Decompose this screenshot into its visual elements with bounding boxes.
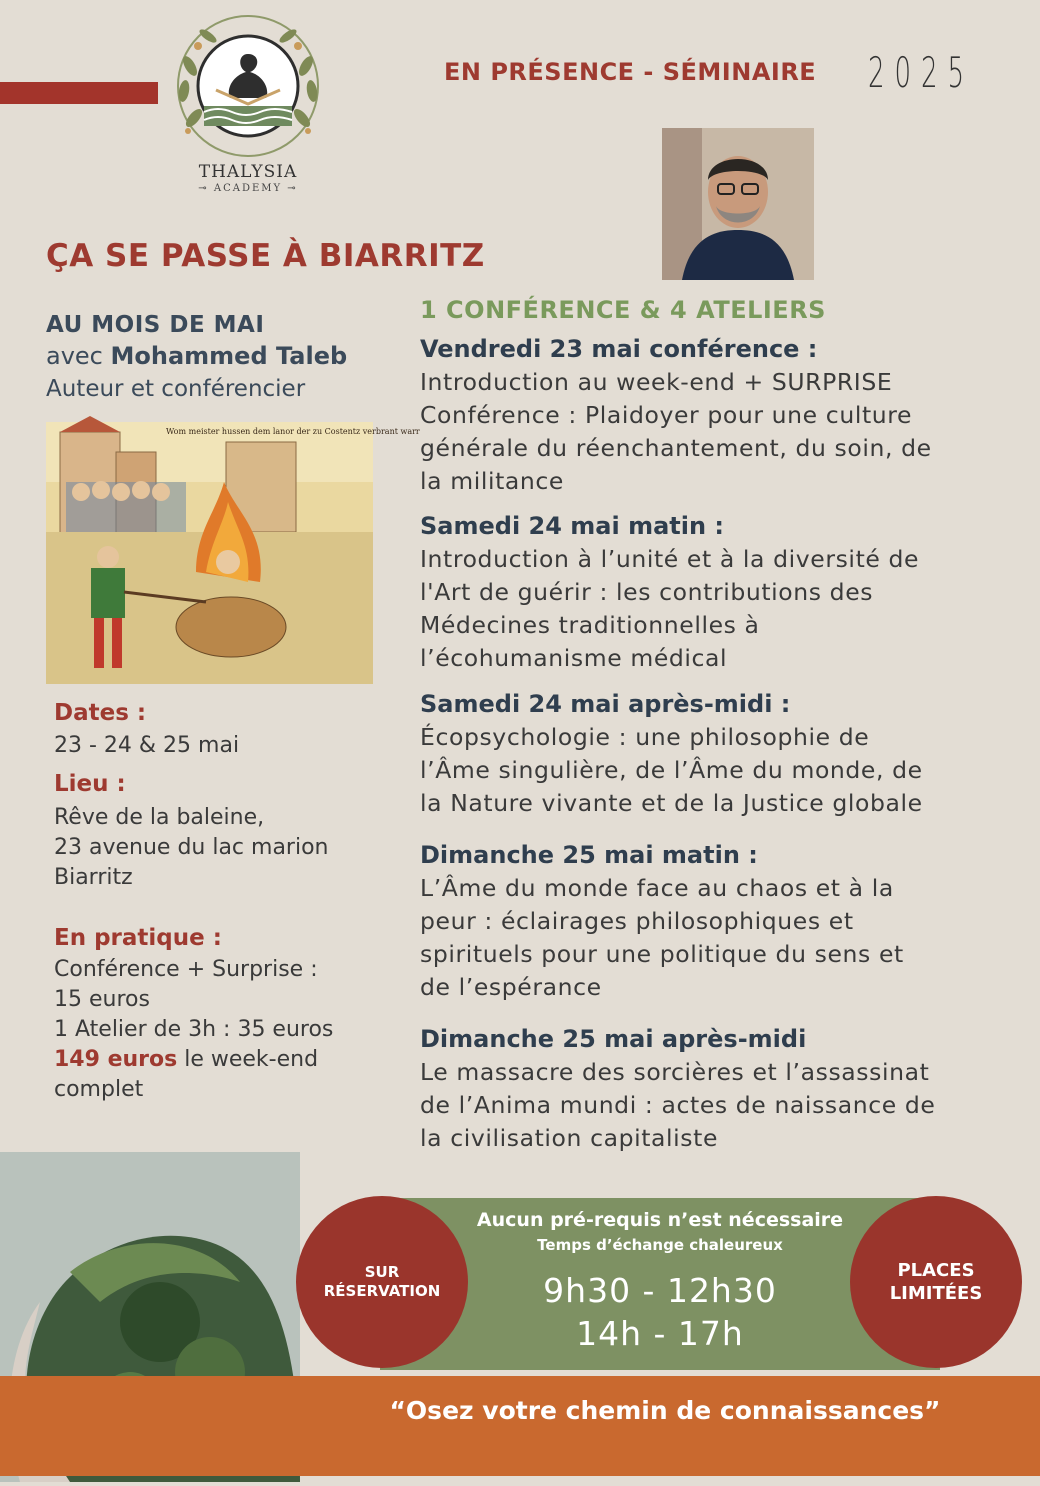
session-line: peur : éclairages philosophiques et: [420, 907, 854, 935]
banner-time-morning: 9h30 - 12h30: [543, 1271, 777, 1310]
session-title: Vendredi 23 mai conférence :: [420, 335, 818, 363]
lieu-label: Lieu :: [54, 771, 126, 797]
session-title: Dimanche 25 mai après-midi: [420, 1025, 807, 1053]
reservation-badge: [296, 1196, 468, 1368]
session-line: de l’Anima mundi : actes de naissance de: [420, 1091, 936, 1119]
session-line: l’écohumanisme médical: [420, 644, 728, 672]
pratique-line: [54, 1045, 384, 1075]
header-accent-bar: [0, 82, 158, 104]
pratique-value: [54, 955, 384, 1105]
session-line: Écopsychologie : une philosophie de: [420, 723, 870, 751]
motto-band: [0, 1376, 1040, 1476]
session-line: Introduction au week-end + SURPRISE: [420, 368, 893, 396]
session-line: de l’espérance: [420, 973, 602, 1001]
session-line: l’Âme singulière, de l’Âme du monde, de: [420, 756, 923, 784]
pratique-line: 1 Atelier de 3h : 35 euros: [54, 1017, 334, 1042]
limited-places-line: PLACES: [897, 1260, 975, 1281]
session-line: la civilisation capitaliste: [420, 1124, 719, 1152]
pratique-label: En pratique :: [54, 925, 222, 951]
banner-prerequisite: Aucun pré-requis n’est nécessaire: [476, 1209, 844, 1231]
event-type: EN PRÉSENCE - SÉMINAIRE: [444, 58, 817, 86]
event-year: 2025: [868, 48, 974, 97]
session-block: [420, 688, 1020, 820]
session-line: générale du réenchantement, du soin, de: [420, 434, 932, 462]
speaker-photo: [662, 128, 814, 280]
session-line: l'Art de guérir : les contributions des: [420, 578, 874, 606]
session-block: [420, 839, 1020, 1004]
lieu-line: 23 avenue du lac marion: [54, 835, 329, 860]
session-block: [420, 333, 1020, 498]
session-title: Samedi 24 mai après-midi :: [420, 690, 791, 718]
session-title: Samedi 24 mai matin :: [420, 512, 725, 540]
pratique-line: 15 euros: [54, 987, 150, 1012]
dates-value: 23 - 24 & 25 mai: [54, 733, 240, 758]
painting-caption: Wom meister hussen dem lanor der zu Costentz verbrant warr: [166, 427, 420, 436]
session-line: Introduction à l’unité et à la diversité de: [420, 545, 920, 573]
program-heading: 1 CONFÉRENCE & 4 ATELIERS: [420, 296, 826, 324]
lieu-line: Biarritz: [54, 865, 133, 890]
swan-wreath-icon: [168, 6, 328, 166]
logo-sub-text: ACADEMY: [213, 183, 283, 194]
event-month: AU MOIS DE MAI: [46, 312, 265, 338]
lieu-line: Rêve de la baleine,: [54, 805, 265, 830]
session-line: spirituels pour une politique du sens et: [420, 940, 904, 968]
speaker-line: [46, 342, 347, 370]
speaker-name: Mohammed Taleb: [110, 342, 348, 370]
with-word: avec: [46, 342, 103, 370]
weekend-price: 149 euros: [54, 1047, 178, 1072]
session-block: [420, 510, 1020, 675]
banner-time-afternoon: 14h - 17h: [576, 1314, 744, 1353]
pratique-line: complet: [54, 1077, 144, 1102]
session-line: Le massacre des sorcières et l’assassinat: [420, 1058, 930, 1086]
pratique-line: Conférence + Surprise :: [54, 957, 318, 982]
limited-places-badge: [850, 1196, 1022, 1368]
session-line: Conférence : Plaidoyer pour une culture: [420, 401, 913, 429]
weekend-price-suffix: le week-end: [177, 1047, 319, 1072]
session-line: la militance: [420, 467, 564, 495]
session-block: [420, 1023, 1020, 1155]
lieu-value: [54, 803, 329, 893]
dates-label: Dates :: [54, 700, 147, 726]
logo-brand-name: THALYSIA: [198, 162, 298, 182]
session-line: Médecines traditionnelles à: [420, 611, 760, 639]
location-heading: ÇA SE PASSE À BIARRITZ: [46, 238, 485, 274]
reservation-badge-line: RÉSERVATION: [323, 1282, 441, 1300]
medieval-painting: [46, 422, 420, 684]
session-title: Dimanche 25 mai matin :: [420, 841, 758, 869]
session-line: L’Âme du monde face au chaos et à la: [420, 874, 894, 902]
speaker-role: Auteur et conférencier: [46, 376, 306, 402]
reservation-badge-line: SUR: [364, 1263, 400, 1281]
banner-exchange: Temps d’échange chaleureux: [537, 1236, 783, 1254]
limited-places-line: LIMITÉES: [889, 1283, 983, 1304]
motto: “Osez votre chemin de connaissances”: [389, 1396, 941, 1425]
logo-brand-sub: ⊸ ACADEMY ⊸: [198, 183, 298, 194]
session-line: la Nature vivante et de la Justice globale: [420, 789, 923, 817]
